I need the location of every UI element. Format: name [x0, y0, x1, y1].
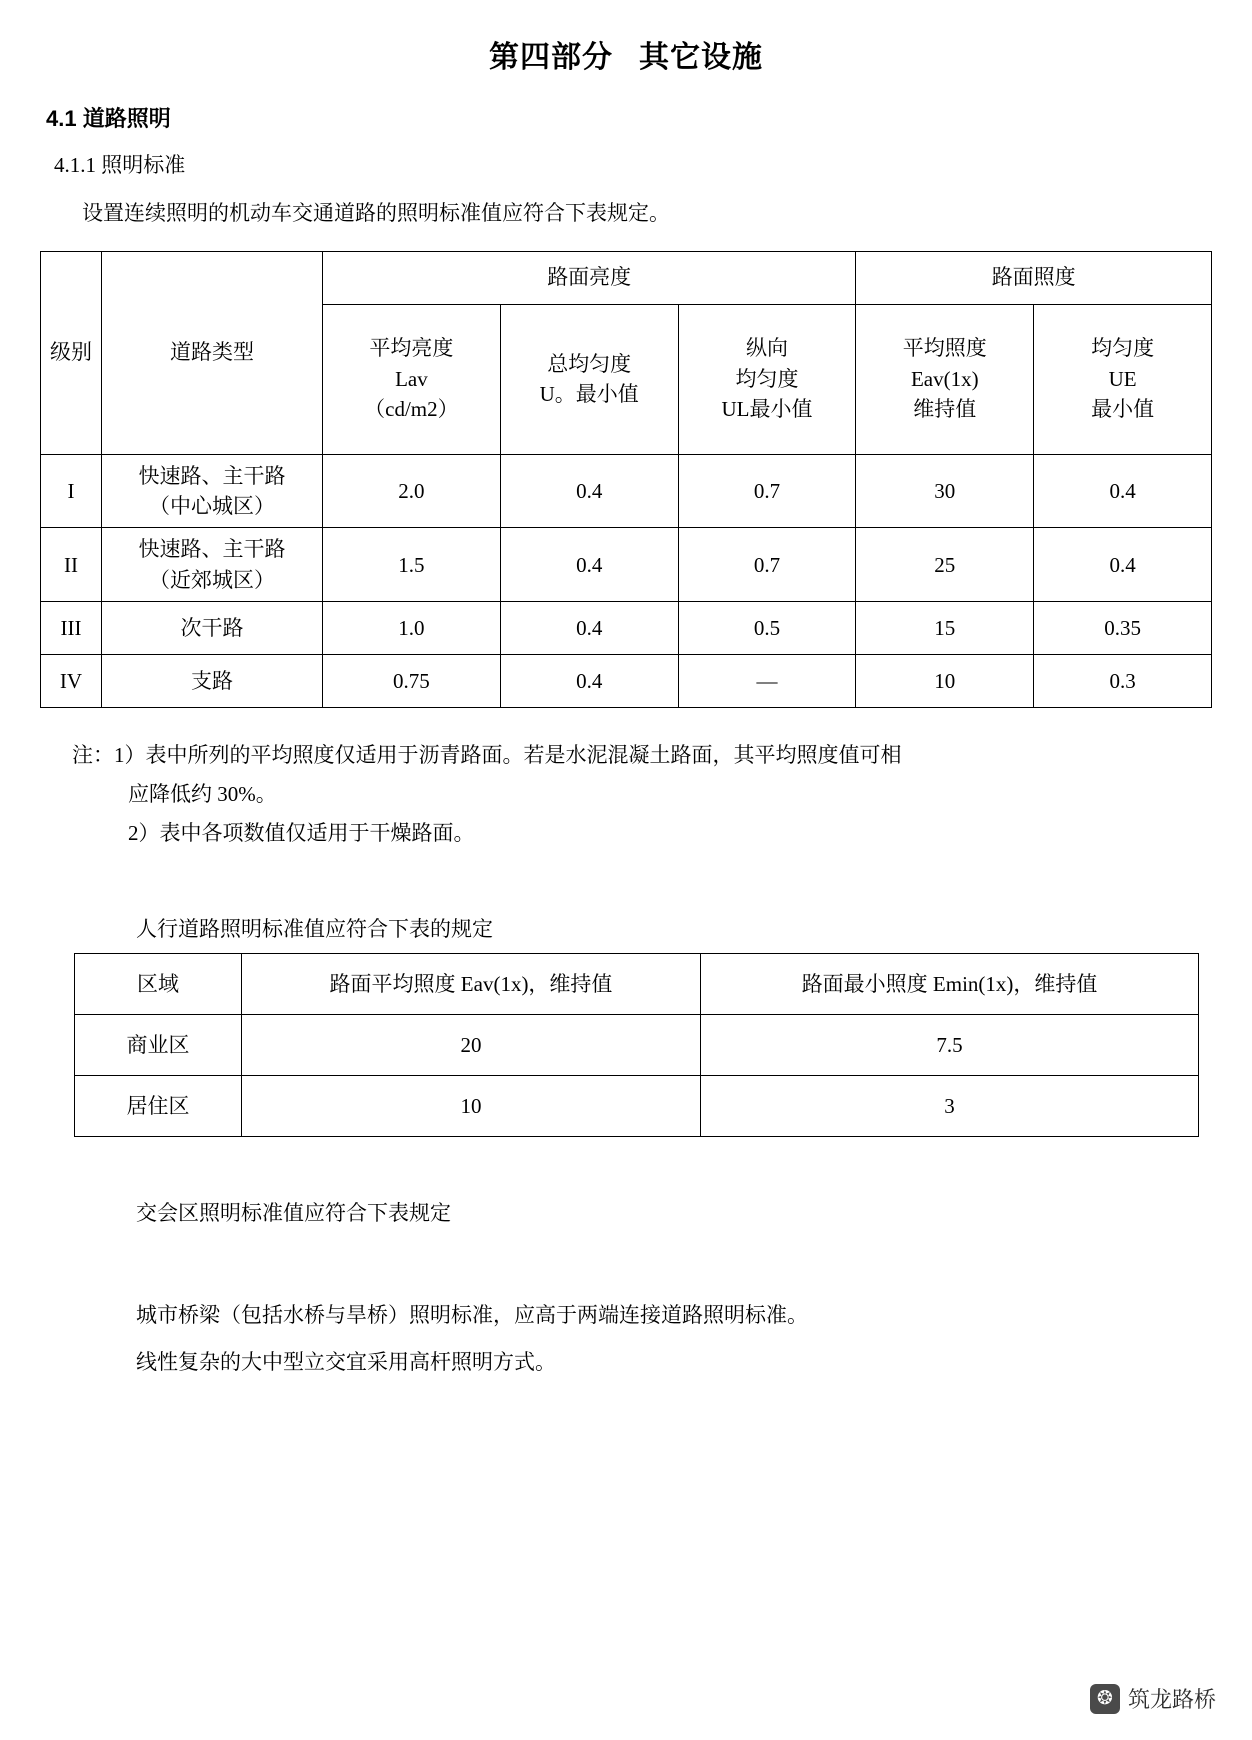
pedestrian-table-lead: 人行道路照明标准值应符合下表的规定	[136, 916, 493, 941]
illumination-standards-table	[40, 251, 1212, 709]
header-road-type: 道路类型	[102, 251, 323, 454]
header-min-illuminance: 路面最小照度 Emin(1x)，维持值	[701, 953, 1199, 1014]
cell-road-type: 支路	[102, 655, 323, 708]
note-2: 2）表中各项数值仅适用于干燥路面。	[128, 821, 475, 846]
cell-level: II	[41, 528, 102, 602]
cell-longitudinal-uniformity: 0.5	[678, 602, 856, 655]
cell-level: I	[41, 454, 102, 528]
header-group-illuminance: 路面照度	[856, 251, 1212, 304]
table-row	[75, 1075, 1199, 1136]
pedestrian-illumination-table	[74, 953, 1199, 1137]
cell-overall-uniformity: 0.4	[500, 528, 678, 602]
cell-avg-luminance: 2.0	[323, 454, 501, 528]
watermark	[1090, 1683, 1216, 1714]
cell-overall-uniformity: 0.4	[500, 454, 678, 528]
cell-illuminance-uniformity: 0.3	[1034, 655, 1212, 708]
header-avg-illuminance: 路面平均照度 Eav(1x)，维持值	[242, 953, 701, 1014]
cell-level: IV	[41, 655, 102, 708]
page-title-name: 其它设施	[639, 41, 763, 74]
table-notes	[40, 736, 1212, 853]
cell-avg-illuminance: 20	[242, 1014, 701, 1075]
cell-longitudinal-uniformity: —	[678, 655, 856, 708]
page-title-part: 第四部分	[489, 41, 613, 74]
intersection-table-lead: 交会区照明标准值应符合下表规定	[136, 1200, 451, 1225]
table-row	[41, 602, 1212, 655]
notes-label: 注：	[72, 743, 114, 768]
page-title	[40, 32, 1212, 76]
cell-overall-uniformity: 0.4	[500, 602, 678, 655]
intro-paragraph: 设置连续照明的机动车交通道路的照明标准值应符合下表规定。	[82, 201, 670, 225]
cell-min-illuminance: 7.5	[701, 1014, 1199, 1075]
table-row	[41, 528, 1212, 602]
cell-illuminance-uniformity: 0.4	[1034, 454, 1212, 528]
cell-illuminance-uniformity: 0.4	[1034, 528, 1212, 602]
table-header-row-1	[41, 251, 1212, 304]
wechat-icon: ❂	[1090, 1684, 1120, 1714]
header-avg-luminance: 平均亮度 Lav （cd/m2）	[323, 304, 501, 454]
table-row	[75, 1014, 1199, 1075]
header-group-luminance: 路面亮度	[323, 251, 856, 304]
header-avg-illuminance: 平均照度 Eav(1x) 维持值	[856, 304, 1034, 454]
header-area: 区域	[75, 953, 242, 1014]
cell-avg-luminance: 1.0	[323, 602, 501, 655]
cell-area: 商业区	[75, 1014, 242, 1075]
header-overall-uniformity: 总均匀度 U。最小值	[500, 304, 678, 454]
cell-avg-illuminance: 10	[856, 655, 1034, 708]
tail-paragraph-1: 城市桥梁（包括水桥与旱桥）照明标准，应高于两端连接道路照明标准。	[136, 1302, 808, 1327]
cell-area: 居住区	[75, 1075, 242, 1136]
table-row	[41, 454, 1212, 528]
cell-longitudinal-uniformity: 0.7	[678, 454, 856, 528]
section-heading-4-1-1: 4.1.1 照明标准	[54, 153, 186, 177]
watermark-text: 筑龙路桥	[1127, 1687, 1216, 1712]
cell-avg-illuminance: 30	[856, 454, 1034, 528]
header-longitudinal-uniformity: 纵向 均匀度 UL最小值	[678, 304, 856, 454]
cell-avg-illuminance: 10	[242, 1075, 701, 1136]
note-1-line-2: 应降低约 30%。	[128, 782, 277, 807]
cell-avg-illuminance: 15	[856, 602, 1034, 655]
cell-avg-luminance: 0.75	[323, 655, 501, 708]
cell-level: III	[41, 602, 102, 655]
section-heading-4-1: 4.1 道路照明	[46, 106, 171, 131]
cell-avg-illuminance: 25	[856, 528, 1034, 602]
header-illuminance-uniformity: 均匀度 UE 最小值	[1034, 304, 1212, 454]
header-level: 级别	[41, 251, 102, 454]
cell-road-type: 快速路、主干路 （中心城区）	[102, 454, 323, 528]
note-1-line-1: 1）表中所列的平均照度仅适用于沥青路面。若是水泥混凝土路面，其平均照度值可相	[114, 743, 902, 768]
cell-min-illuminance: 3	[701, 1075, 1199, 1136]
cell-overall-uniformity: 0.4	[500, 655, 678, 708]
cell-illuminance-uniformity: 0.35	[1034, 602, 1212, 655]
cell-avg-luminance: 1.5	[323, 528, 501, 602]
cell-longitudinal-uniformity: 0.7	[678, 528, 856, 602]
table-header-row	[75, 953, 1199, 1014]
cell-road-type: 次干路	[102, 602, 323, 655]
tail-paragraph-2: 线性复杂的大中型立交宜采用高杆照明方式。	[136, 1349, 556, 1374]
cell-road-type: 快速路、主干路 （近郊城区）	[102, 528, 323, 602]
table-row	[41, 655, 1212, 708]
